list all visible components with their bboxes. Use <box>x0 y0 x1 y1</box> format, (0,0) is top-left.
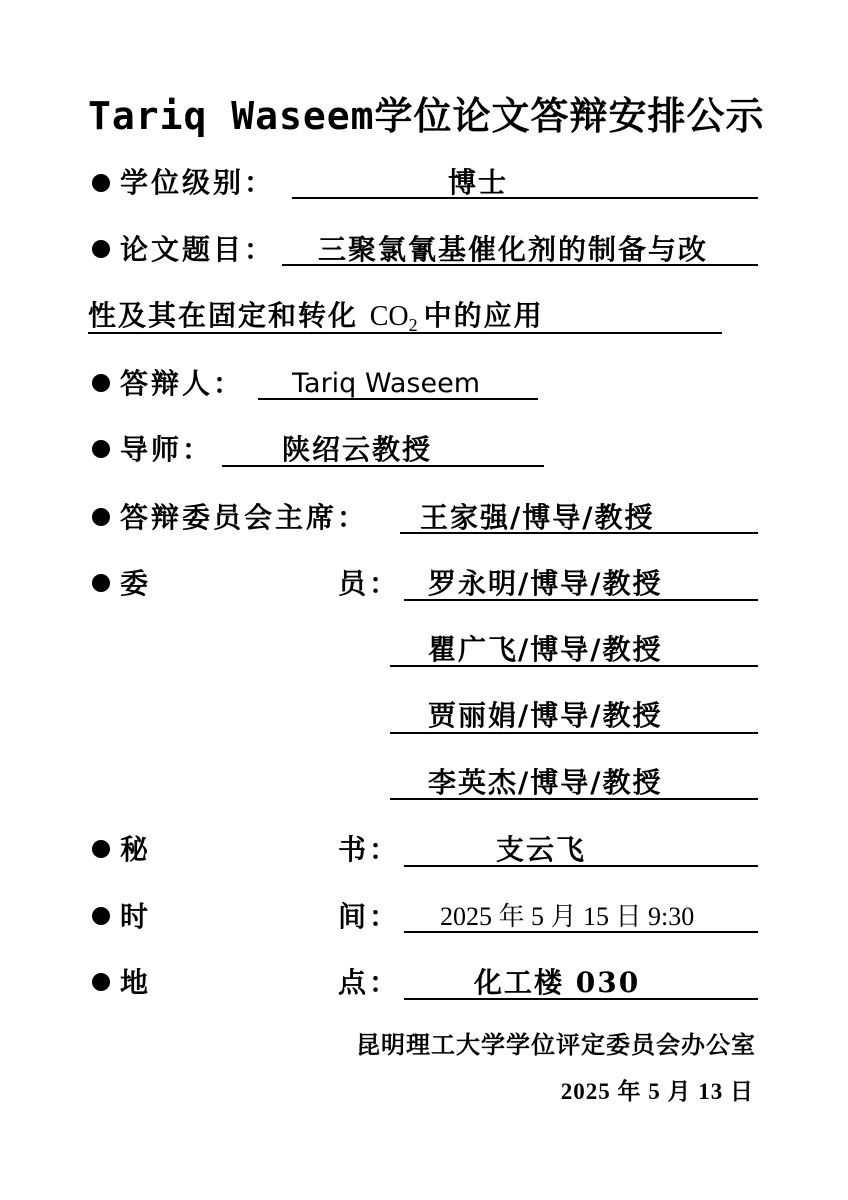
bullet-icon <box>92 973 110 991</box>
chair-label: 答辩委员会主席： <box>120 501 369 534</box>
thesis-sub: 2 <box>408 315 418 335</box>
member-1: 罗永明/博导/教授 <box>428 567 663 600</box>
thesis-label: 论文题目： <box>120 233 276 266</box>
advisor-label: 导师： <box>120 433 214 466</box>
time-value: 2025 年 5 月 15 日 9:30 <box>440 902 695 931</box>
bullet-icon <box>92 240 110 258</box>
bullet-icon <box>92 374 110 392</box>
bullet-icon <box>92 840 110 858</box>
thesis-line2 <box>88 298 544 335</box>
defender-value: Tariq Waseem <box>292 368 480 399</box>
footer-office: 昆明理工大学学位评定委员会办公室 <box>356 1030 756 1059</box>
title-name: Tariq Waseem <box>88 94 375 138</box>
secretary-label-left: 秘 <box>120 833 152 866</box>
members-label-left: 委 <box>120 567 152 600</box>
place-label-right: 点： <box>338 966 401 999</box>
degree-value: 博士 <box>448 166 509 199</box>
title-text: 学位论文答辩安排公示 <box>374 93 765 138</box>
thesis-line2-pre: 性及其在固定和转化 <box>88 299 370 332</box>
members-label-right: 员： <box>338 567 401 600</box>
member-3: 贾丽娟/博导/教授 <box>428 699 663 732</box>
bullet-icon <box>92 174 110 192</box>
bullet-icon <box>92 907 110 925</box>
thesis-line1: 三聚氯氰基催化剂的制备与改 <box>318 233 709 266</box>
secretary-label-right: 书： <box>338 833 401 866</box>
time-label-right: 间： <box>338 900 401 933</box>
thesis-co: CO <box>369 301 409 332</box>
member-2: 瞿广飞/博导/教授 <box>428 633 663 666</box>
page-title <box>88 92 765 140</box>
bullet-icon <box>92 508 110 526</box>
member-4: 李英杰/博导/教授 <box>428 766 663 799</box>
place-label-left: 地 <box>120 966 152 999</box>
degree-underline <box>292 197 758 199</box>
defender-label: 答辩人： <box>120 367 245 400</box>
chair-value: 王家强/博导/教授 <box>420 501 655 534</box>
time-label-left: 时 <box>120 900 152 933</box>
secretary-value: 支云飞 <box>496 833 587 866</box>
footer-date: 2025 年 5 月 13 日 <box>560 1079 754 1104</box>
bullet-icon <box>92 574 110 592</box>
advisor-value: 陕绍云教授 <box>282 433 433 466</box>
thesis-line2-post: 中的应用 <box>423 299 544 332</box>
place-value: 化工楼 030 <box>474 966 641 999</box>
bullet-icon <box>92 440 110 458</box>
degree-label: 学位级别： <box>120 166 276 199</box>
